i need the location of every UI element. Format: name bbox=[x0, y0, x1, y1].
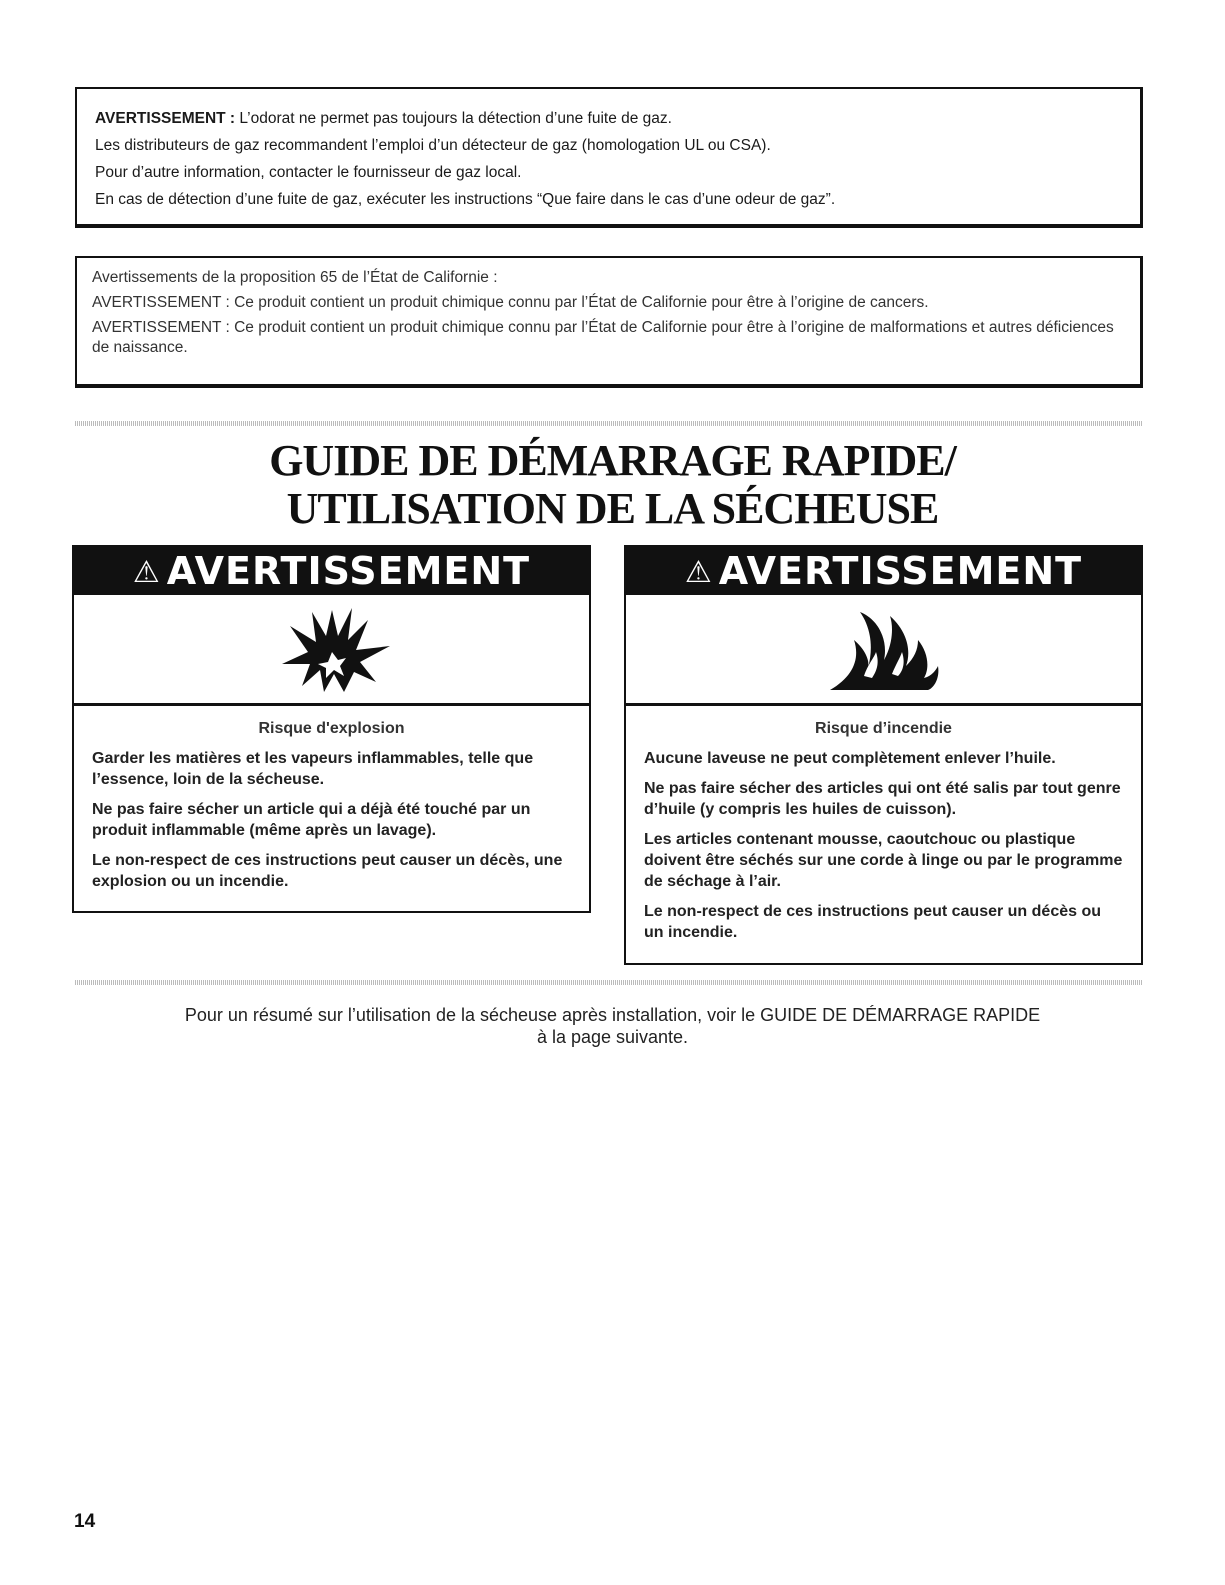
warning-text-oil: Aucune laveuse ne peut complètement enlever l’huile. bbox=[644, 750, 1056, 767]
warning-text-consequence: Le non-respect de ces instructions peut causer un décès ou un incendie. bbox=[644, 903, 1102, 941]
warning-text-touched: Ne pas faire sécher un article qui a déjà été touché par un produit inflammable (même après un lavage). bbox=[92, 801, 531, 839]
gas-warning-label: AVERTISSEMENT : bbox=[95, 110, 236, 127]
gas-warning-line4: En cas de détection d’une fuite de gaz, exécuter les instructions “Que faire dans le cas d’une odeur de gaz”. bbox=[95, 191, 836, 208]
warning-header bbox=[74, 547, 589, 595]
gas-warning-line1 bbox=[95, 105, 1120, 132]
gas-warning-line3: Pour d’autre information, contacter le fournisseur de gaz local. bbox=[95, 164, 522, 181]
warning-triangle-icon: ⚠ bbox=[132, 555, 161, 590]
prop65-heading: Avertissements de la proposition 65 de l’État de Californie : bbox=[92, 269, 498, 286]
warning-triangle-icon: ⚠ bbox=[684, 555, 713, 590]
explosion-icon bbox=[74, 595, 589, 706]
footer-note-line2: à la page suivante. bbox=[536, 1027, 689, 1047]
warning-text-consequence: Le non-respect de ces instructions peut causer un décès, une explosion ou un incendie. bbox=[92, 852, 563, 890]
warning-header-label: AVERTISSEMENT bbox=[166, 549, 531, 593]
prop65-box bbox=[75, 256, 1143, 388]
explosion-warning-box bbox=[72, 545, 591, 913]
prop65-warning-birth: AVERTISSEMENT : Ce produit contient un produit chimique connu par l’État de Californie pour être à l’origine de malformations et autres déficiences de naissance. bbox=[92, 319, 1114, 356]
fire-icon bbox=[626, 595, 1141, 706]
divider-top bbox=[75, 421, 1143, 426]
page-number: 14 bbox=[74, 1511, 96, 1532]
risk-title: Risque d’incendie bbox=[815, 720, 952, 737]
warning-text-foam: Les articles contenant mousse, caoutchouc ou plastique doivent être séchés sur une corde à linge ou par le programme de séchage à l’air. bbox=[644, 831, 1123, 890]
warning-header bbox=[626, 547, 1141, 595]
risk-title: Risque d'explosion bbox=[258, 720, 405, 737]
warning-header-label: AVERTISSEMENT bbox=[718, 549, 1083, 593]
fire-warning-box bbox=[624, 545, 1143, 965]
page-title-line1: GUIDE DE DÉMARRAGE RAPIDE/ bbox=[269, 436, 956, 485]
gas-warning-text: L’odorat ne permet pas toujours la détection d’une fuite de gaz. bbox=[235, 110, 672, 127]
footer-note-line1: Pour un résumé sur l’utilisation de la sécheuse après installation, voir le GUIDE DE DÉMARRAGE RAPIDE bbox=[184, 1005, 1041, 1025]
page-title-line2: UTILISATION DE LA SÉCHEUSE bbox=[286, 484, 939, 533]
gas-warning-line2: Les distributeurs de gaz recommandent l’emploi d’un détecteur de gaz (homologation UL ou CSA). bbox=[95, 137, 771, 154]
warning-text-flammables: Garder les matières et les vapeurs inflammables, telle que l’essence, loin de la sécheuse. bbox=[92, 750, 534, 788]
footer-note bbox=[0, 1004, 1225, 1048]
warning-text-soiled: Ne pas faire sécher des articles qui ont été salis par tout genre d’huile (y compris les huiles de cuisson). bbox=[644, 780, 1121, 818]
divider-bottom bbox=[75, 980, 1143, 985]
prop65-warning-cancer: AVERTISSEMENT : Ce produit contient un produit chimique connu par l’État de Californie pour être à l’origine de cancers. bbox=[92, 294, 929, 311]
gas-warning-box bbox=[75, 87, 1143, 228]
